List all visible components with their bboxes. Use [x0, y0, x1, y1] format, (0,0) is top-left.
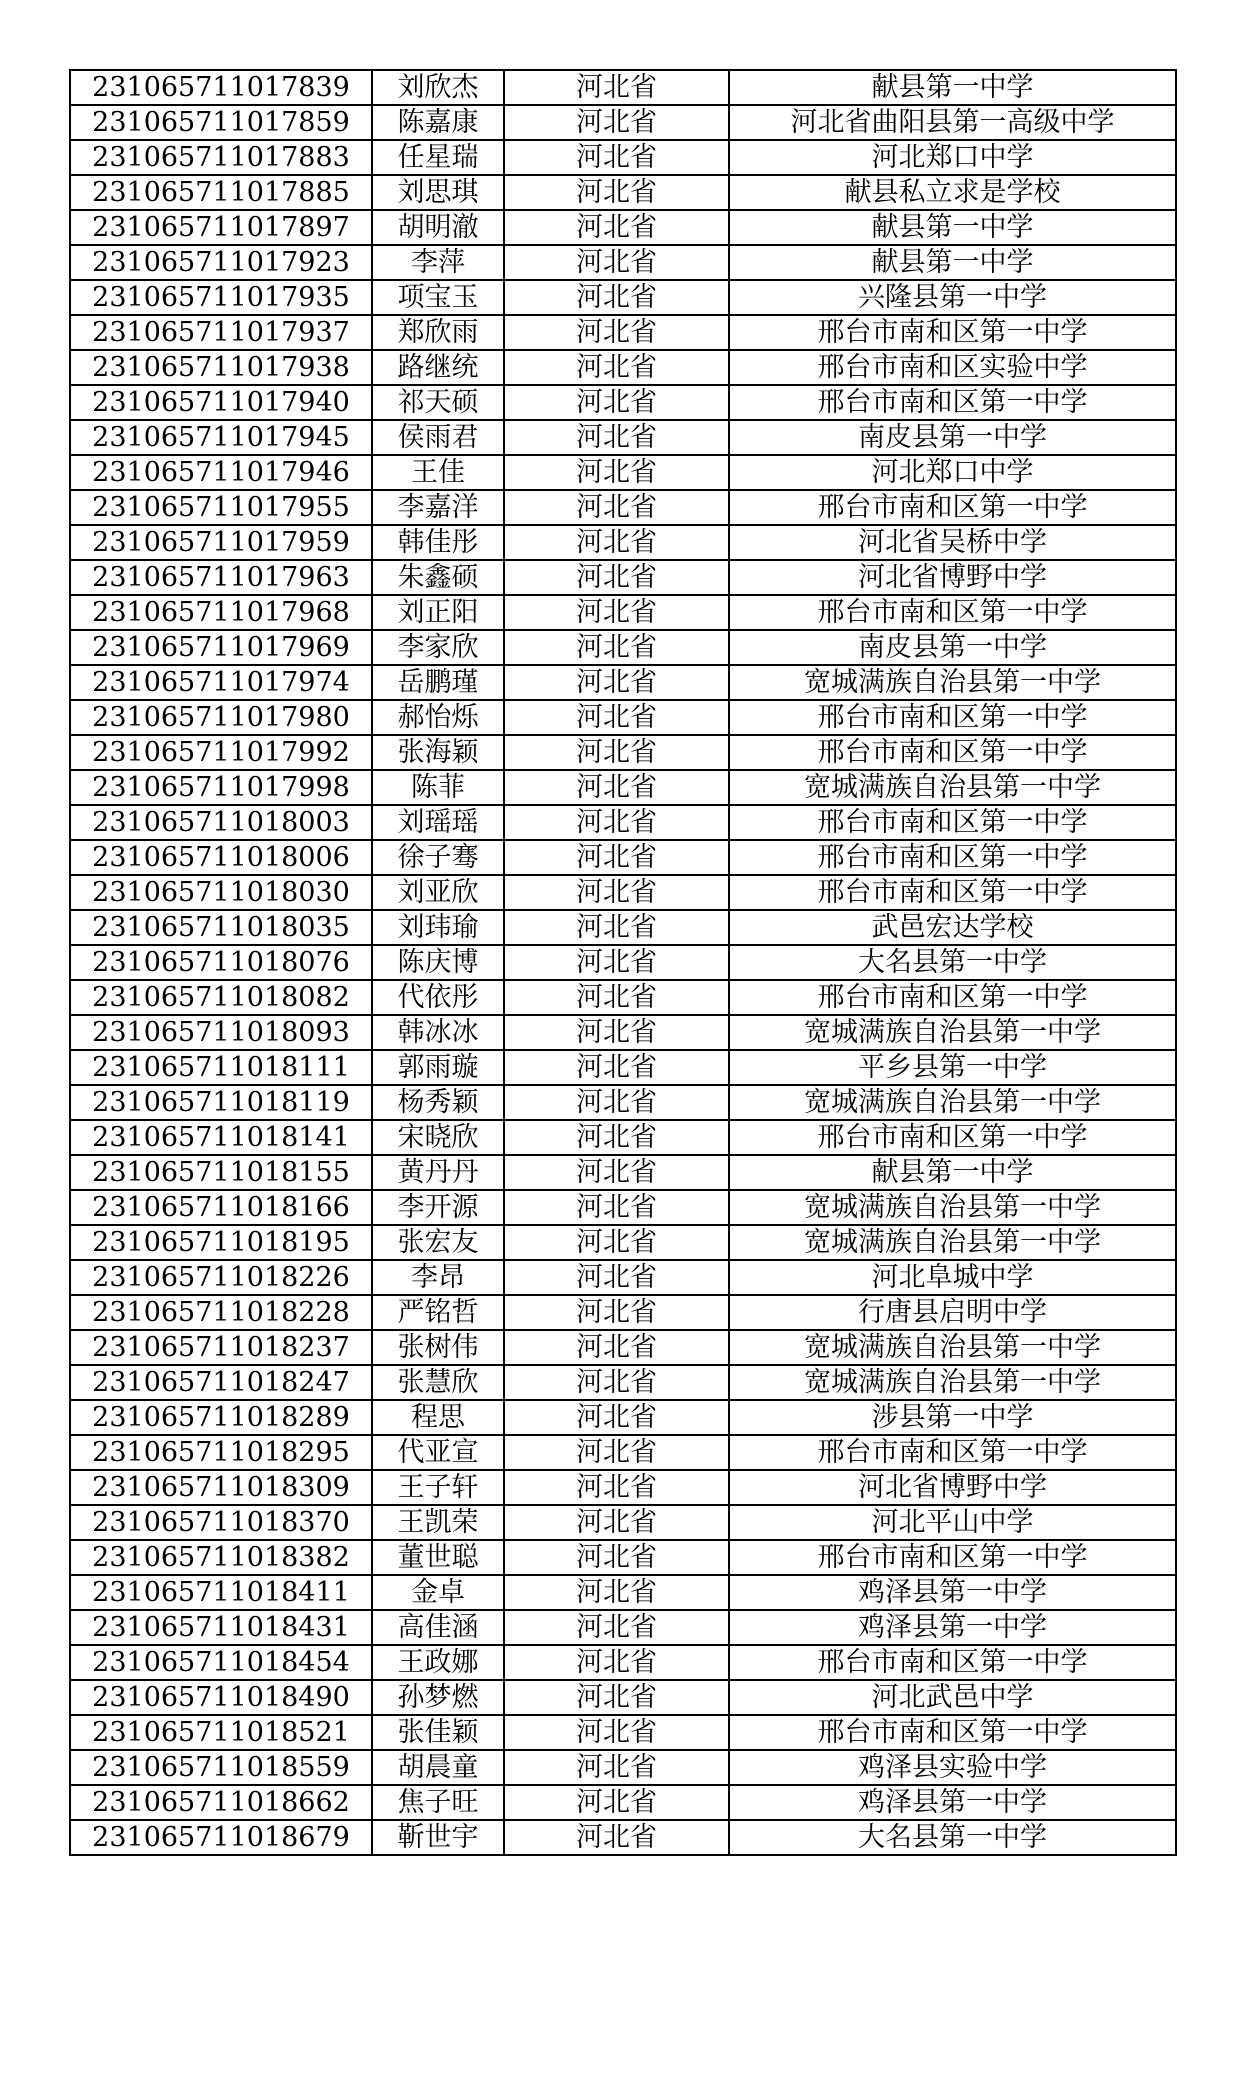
- student-name-cell: 李昂: [372, 1260, 504, 1295]
- student-name-cell: 李家欣: [372, 630, 504, 665]
- school-cell: 宽城满族自治县第一中学: [729, 1330, 1176, 1365]
- exam-number-cell: 231065711017938: [70, 350, 372, 385]
- exam-number-cell: 231065711017935: [70, 280, 372, 315]
- province-cell: 河北省: [504, 1575, 729, 1610]
- student-name-cell: 宋晓欣: [372, 1120, 504, 1155]
- student-name-cell: 郝怡烁: [372, 700, 504, 735]
- school-cell: 宽城满族自治县第一中学: [729, 1225, 1176, 1260]
- student-name-cell: 侯雨君: [372, 420, 504, 455]
- province-cell: 河北省: [504, 420, 729, 455]
- student-name-cell: 郭雨璇: [372, 1050, 504, 1085]
- table-row: [70, 1750, 1176, 1785]
- table-row: [70, 490, 1176, 525]
- table-row: [70, 1260, 1176, 1295]
- province-cell: 河北省: [504, 1610, 729, 1645]
- school-cell: 河北平山中学: [729, 1505, 1176, 1540]
- exam-number-cell: 231065711018237: [70, 1330, 372, 1365]
- exam-number-cell: 231065711017946: [70, 455, 372, 490]
- province-cell: 河北省: [504, 1715, 729, 1750]
- table-row: [70, 105, 1176, 140]
- school-cell: 邢台市南和区第一中学: [729, 595, 1176, 630]
- province-cell: 河北省: [504, 770, 729, 805]
- school-cell: 大名县第一中学: [729, 945, 1176, 980]
- province-cell: 河北省: [504, 1190, 729, 1225]
- student-name-cell: 李嘉洋: [372, 490, 504, 525]
- school-cell: 献县第一中学: [729, 210, 1176, 245]
- exam-number-cell: 231065711018003: [70, 805, 372, 840]
- exam-number-cell: 231065711018454: [70, 1645, 372, 1680]
- school-cell: 献县第一中学: [729, 245, 1176, 280]
- student-name-cell: 王凯荣: [372, 1505, 504, 1540]
- province-cell: 河北省: [504, 700, 729, 735]
- table-row: [70, 315, 1176, 350]
- province-cell: 河北省: [504, 175, 729, 210]
- exam-number-cell: 231065711018119: [70, 1085, 372, 1120]
- table-row: [70, 140, 1176, 175]
- table-row: [70, 1610, 1176, 1645]
- table-row: [70, 1435, 1176, 1470]
- province-cell: 河北省: [504, 105, 729, 140]
- province-cell: 河北省: [504, 70, 729, 105]
- table-row: [70, 210, 1176, 245]
- exam-number-cell: 231065711018093: [70, 1015, 372, 1050]
- exam-number-cell: 231065711018076: [70, 945, 372, 980]
- student-name-cell: 祁天硕: [372, 385, 504, 420]
- student-name-cell: 李萍: [372, 245, 504, 280]
- exam-number-cell: 231065711017968: [70, 595, 372, 630]
- province-cell: 河北省: [504, 525, 729, 560]
- province-cell: 河北省: [504, 490, 729, 525]
- table-row: [70, 735, 1176, 770]
- exam-number-cell: 231065711018155: [70, 1155, 372, 1190]
- table-row: [70, 1365, 1176, 1400]
- exam-number-cell: 231065711018295: [70, 1435, 372, 1470]
- table-row: [70, 175, 1176, 210]
- table-row: [70, 1820, 1176, 1855]
- student-name-cell: 杨秀颖: [372, 1085, 504, 1120]
- province-cell: 河北省: [504, 280, 729, 315]
- student-name-cell: 刘亚欣: [372, 875, 504, 910]
- student-name-cell: 代依彤: [372, 980, 504, 1015]
- exam-number-cell: 231065711018226: [70, 1260, 372, 1295]
- student-name-cell: 刘正阳: [372, 595, 504, 630]
- exam-number-cell: 231065711018490: [70, 1680, 372, 1715]
- province-cell: 河北省: [504, 210, 729, 245]
- table-row: [70, 945, 1176, 980]
- school-cell: 宽城满族自治县第一中学: [729, 770, 1176, 805]
- school-cell: 河北省博野中学: [729, 1470, 1176, 1505]
- table-row: [70, 770, 1176, 805]
- school-cell: 宽城满族自治县第一中学: [729, 1015, 1176, 1050]
- table-row: [70, 980, 1176, 1015]
- table-row: [70, 1330, 1176, 1365]
- province-cell: 河北省: [504, 1680, 729, 1715]
- student-name-cell: 王子轩: [372, 1470, 504, 1505]
- province-cell: 河北省: [504, 1295, 729, 1330]
- exam-number-cell: 231065711018411: [70, 1575, 372, 1610]
- table-row: [70, 1295, 1176, 1330]
- table-row: [70, 805, 1176, 840]
- student-name-cell: 张树伟: [372, 1330, 504, 1365]
- school-cell: 宽城满族自治县第一中学: [729, 1085, 1176, 1120]
- school-cell: 平乡县第一中学: [729, 1050, 1176, 1085]
- exam-number-cell: 231065711017859: [70, 105, 372, 140]
- exam-number-cell: 231065711017883: [70, 140, 372, 175]
- exam-number-cell: 231065711017940: [70, 385, 372, 420]
- student-name-cell: 胡明澈: [372, 210, 504, 245]
- table-row: [70, 910, 1176, 945]
- table-row: [70, 1540, 1176, 1575]
- exam-number-cell: 231065711018382: [70, 1540, 372, 1575]
- province-cell: 河北省: [504, 735, 729, 770]
- table-row: [70, 1155, 1176, 1190]
- province-cell: 河北省: [504, 385, 729, 420]
- table-row: [70, 70, 1176, 105]
- exam-number-cell: 231065711017980: [70, 700, 372, 735]
- province-cell: 河北省: [504, 1540, 729, 1575]
- exam-number-cell: 231065711018111: [70, 1050, 372, 1085]
- table-row: [70, 1715, 1176, 1750]
- school-cell: 鸡泽县第一中学: [729, 1575, 1176, 1610]
- student-name-cell: 郑欣雨: [372, 315, 504, 350]
- exam-number-cell: 231065711018679: [70, 1820, 372, 1855]
- student-name-cell: 高佳涵: [372, 1610, 504, 1645]
- exam-number-cell: 231065711017998: [70, 770, 372, 805]
- student-name-cell: 李开源: [372, 1190, 504, 1225]
- exam-number-cell: 231065711017959: [70, 525, 372, 560]
- table-row: [70, 1190, 1176, 1225]
- exam-number-cell: 231065711017897: [70, 210, 372, 245]
- province-cell: 河北省: [504, 945, 729, 980]
- table-row: [70, 1015, 1176, 1050]
- school-cell: 河北省吴桥中学: [729, 525, 1176, 560]
- school-cell: 鸡泽县第一中学: [729, 1785, 1176, 1820]
- province-cell: 河北省: [504, 1400, 729, 1435]
- school-cell: 邢台市南和区第一中学: [729, 875, 1176, 910]
- school-cell: 河北郑口中学: [729, 140, 1176, 175]
- province-cell: 河北省: [504, 1155, 729, 1190]
- province-cell: 河北省: [504, 1260, 729, 1295]
- student-name-cell: 刘思琪: [372, 175, 504, 210]
- province-cell: 河北省: [504, 1050, 729, 1085]
- student-name-cell: 胡晨童: [372, 1750, 504, 1785]
- province-cell: 河北省: [504, 910, 729, 945]
- school-cell: 河北省博野中学: [729, 560, 1176, 595]
- school-cell: 邢台市南和区第一中学: [729, 490, 1176, 525]
- school-cell: 兴隆县第一中学: [729, 280, 1176, 315]
- province-cell: 河北省: [504, 1365, 729, 1400]
- exam-number-cell: 231065711017955: [70, 490, 372, 525]
- table-row: [70, 1400, 1176, 1435]
- school-cell: 邢台市南和区第一中学: [729, 315, 1176, 350]
- school-cell: 河北武邑中学: [729, 1680, 1176, 1715]
- exam-number-cell: 231065711018228: [70, 1295, 372, 1330]
- school-cell: 河北省曲阳县第一高级中学: [729, 105, 1176, 140]
- school-cell: 涉县第一中学: [729, 1400, 1176, 1435]
- exam-number-cell: 231065711017923: [70, 245, 372, 280]
- school-cell: 宽城满族自治县第一中学: [729, 665, 1176, 700]
- province-cell: 河北省: [504, 350, 729, 385]
- student-name-cell: 董世聪: [372, 1540, 504, 1575]
- province-cell: 河北省: [504, 875, 729, 910]
- table-row: [70, 665, 1176, 700]
- school-cell: 邢台市南和区第一中学: [729, 385, 1176, 420]
- roster-body: [70, 70, 1176, 1855]
- table-row: [70, 1785, 1176, 1820]
- province-cell: 河北省: [504, 1225, 729, 1260]
- student-name-cell: 刘欣杰: [372, 70, 504, 105]
- school-cell: 邢台市南和区第一中学: [729, 980, 1176, 1015]
- table-row: [70, 1505, 1176, 1540]
- school-cell: 邢台市南和区第一中学: [729, 1715, 1176, 1750]
- exam-number-cell: 231065711018309: [70, 1470, 372, 1505]
- school-cell: 行唐县启明中学: [729, 1295, 1176, 1330]
- student-name-cell: 路继统: [372, 350, 504, 385]
- table-row: [70, 700, 1176, 735]
- student-name-cell: 韩佳彤: [372, 525, 504, 560]
- exam-number-cell: 231065711017969: [70, 630, 372, 665]
- student-name-cell: 任星瑞: [372, 140, 504, 175]
- table-row: [70, 1120, 1176, 1155]
- school-cell: 宽城满族自治县第一中学: [729, 1365, 1176, 1400]
- province-cell: 河北省: [504, 1085, 729, 1120]
- student-name-cell: 岳鹏瑾: [372, 665, 504, 700]
- student-name-cell: 陈嘉康: [372, 105, 504, 140]
- table-row: [70, 560, 1176, 595]
- table-row: [70, 630, 1176, 665]
- province-cell: 河北省: [504, 245, 729, 280]
- student-name-cell: 张佳颖: [372, 1715, 504, 1750]
- province-cell: 河北省: [504, 1015, 729, 1050]
- exam-number-cell: 231065711017885: [70, 175, 372, 210]
- province-cell: 河北省: [504, 980, 729, 1015]
- student-name-cell: 陈菲: [372, 770, 504, 805]
- exam-number-cell: 231065711018166: [70, 1190, 372, 1225]
- province-cell: 河北省: [504, 665, 729, 700]
- school-cell: 宽城满族自治县第一中学: [729, 1190, 1176, 1225]
- exam-number-cell: 231065711018006: [70, 840, 372, 875]
- table-row: [70, 525, 1176, 560]
- exam-number-cell: 231065711018662: [70, 1785, 372, 1820]
- exam-number-cell: 231065711017963: [70, 560, 372, 595]
- province-cell: 河北省: [504, 1645, 729, 1680]
- school-cell: 邢台市南和区第一中学: [729, 1540, 1176, 1575]
- school-cell: 邢台市南和区第一中学: [729, 840, 1176, 875]
- student-name-cell: 程思: [372, 1400, 504, 1435]
- student-name-cell: 项宝玉: [372, 280, 504, 315]
- student-name-cell: 徐子骞: [372, 840, 504, 875]
- student-name-cell: 黄丹丹: [372, 1155, 504, 1190]
- province-cell: 河北省: [504, 1785, 729, 1820]
- table-row: [70, 1085, 1176, 1120]
- school-cell: 邢台市南和区第一中学: [729, 1435, 1176, 1470]
- table-row: [70, 245, 1176, 280]
- exam-number-cell: 231065711018247: [70, 1365, 372, 1400]
- province-cell: 河北省: [504, 805, 729, 840]
- table-row: [70, 350, 1176, 385]
- table-row: [70, 875, 1176, 910]
- province-cell: 河北省: [504, 560, 729, 595]
- school-cell: 南皮县第一中学: [729, 420, 1176, 455]
- province-cell: 河北省: [504, 140, 729, 175]
- table-row: [70, 455, 1176, 490]
- school-cell: 邢台市南和区第一中学: [729, 700, 1176, 735]
- school-cell: 河北郑口中学: [729, 455, 1176, 490]
- province-cell: 河北省: [504, 1120, 729, 1155]
- school-cell: 献县第一中学: [729, 1155, 1176, 1190]
- exam-number-cell: 231065711018559: [70, 1750, 372, 1785]
- student-name-cell: 金卓: [372, 1575, 504, 1610]
- table-row: [70, 1050, 1176, 1085]
- exam-number-cell: 231065711018521: [70, 1715, 372, 1750]
- school-cell: 献县私立求是学校: [729, 175, 1176, 210]
- exam-number-cell: 231065711018082: [70, 980, 372, 1015]
- table-row: [70, 595, 1176, 630]
- school-cell: 鸡泽县实验中学: [729, 1750, 1176, 1785]
- student-name-cell: 张海颖: [372, 735, 504, 770]
- province-cell: 河北省: [504, 455, 729, 490]
- province-cell: 河北省: [504, 1505, 729, 1540]
- province-cell: 河北省: [504, 1820, 729, 1855]
- province-cell: 河北省: [504, 1435, 729, 1470]
- student-name-cell: 张慧欣: [372, 1365, 504, 1400]
- table-row: [70, 1575, 1176, 1610]
- roster-table: [69, 69, 1177, 1856]
- student-name-cell: 孙梦燃: [372, 1680, 504, 1715]
- school-cell: 邢台市南和区第一中学: [729, 1645, 1176, 1680]
- student-name-cell: 陈庆博: [372, 945, 504, 980]
- table-row: [70, 385, 1176, 420]
- school-cell: 南皮县第一中学: [729, 630, 1176, 665]
- exam-number-cell: 231065711017992: [70, 735, 372, 770]
- exam-number-cell: 231065711018370: [70, 1505, 372, 1540]
- exam-number-cell: 231065711017974: [70, 665, 372, 700]
- table-row: [70, 1225, 1176, 1260]
- school-cell: 邢台市南和区第一中学: [729, 805, 1176, 840]
- school-cell: 献县第一中学: [729, 70, 1176, 105]
- exam-number-cell: 231065711018289: [70, 1400, 372, 1435]
- school-cell: 鸡泽县第一中学: [729, 1610, 1176, 1645]
- table-row: [70, 1470, 1176, 1505]
- student-name-cell: 严铭哲: [372, 1295, 504, 1330]
- province-cell: 河北省: [504, 1330, 729, 1365]
- school-cell: 武邑宏达学校: [729, 910, 1176, 945]
- exam-number-cell: 231065711017945: [70, 420, 372, 455]
- table-row: [70, 280, 1176, 315]
- school-cell: 邢台市南和区第一中学: [729, 1120, 1176, 1155]
- student-name-cell: 代亚宣: [372, 1435, 504, 1470]
- student-name-cell: 张宏友: [372, 1225, 504, 1260]
- student-name-cell: 靳世宇: [372, 1820, 504, 1855]
- school-cell: 邢台市南和区第一中学: [729, 735, 1176, 770]
- province-cell: 河北省: [504, 630, 729, 665]
- exam-number-cell: 231065711018431: [70, 1610, 372, 1645]
- exam-number-cell: 231065711018030: [70, 875, 372, 910]
- student-name-cell: 王佳: [372, 455, 504, 490]
- province-cell: 河北省: [504, 1470, 729, 1505]
- province-cell: 河北省: [504, 1750, 729, 1785]
- exam-number-cell: 231065711017839: [70, 70, 372, 105]
- student-name-cell: 朱鑫硕: [372, 560, 504, 595]
- student-name-cell: 刘玮瑜: [372, 910, 504, 945]
- school-cell: 邢台市南和区实验中学: [729, 350, 1176, 385]
- school-cell: 河北阜城中学: [729, 1260, 1176, 1295]
- exam-number-cell: 231065711018195: [70, 1225, 372, 1260]
- school-cell: 大名县第一中学: [729, 1820, 1176, 1855]
- student-name-cell: 焦子旺: [372, 1785, 504, 1820]
- student-name-cell: 刘瑶瑶: [372, 805, 504, 840]
- exam-number-cell: 231065711018141: [70, 1120, 372, 1155]
- table-row: [70, 1680, 1176, 1715]
- student-name-cell: 韩冰冰: [372, 1015, 504, 1050]
- table-row: [70, 1645, 1176, 1680]
- province-cell: 河北省: [504, 595, 729, 630]
- province-cell: 河北省: [504, 840, 729, 875]
- student-name-cell: 王政娜: [372, 1645, 504, 1680]
- table-row: [70, 420, 1176, 455]
- table-row: [70, 840, 1176, 875]
- exam-number-cell: 231065711017937: [70, 315, 372, 350]
- province-cell: 河北省: [504, 315, 729, 350]
- exam-number-cell: 231065711018035: [70, 910, 372, 945]
